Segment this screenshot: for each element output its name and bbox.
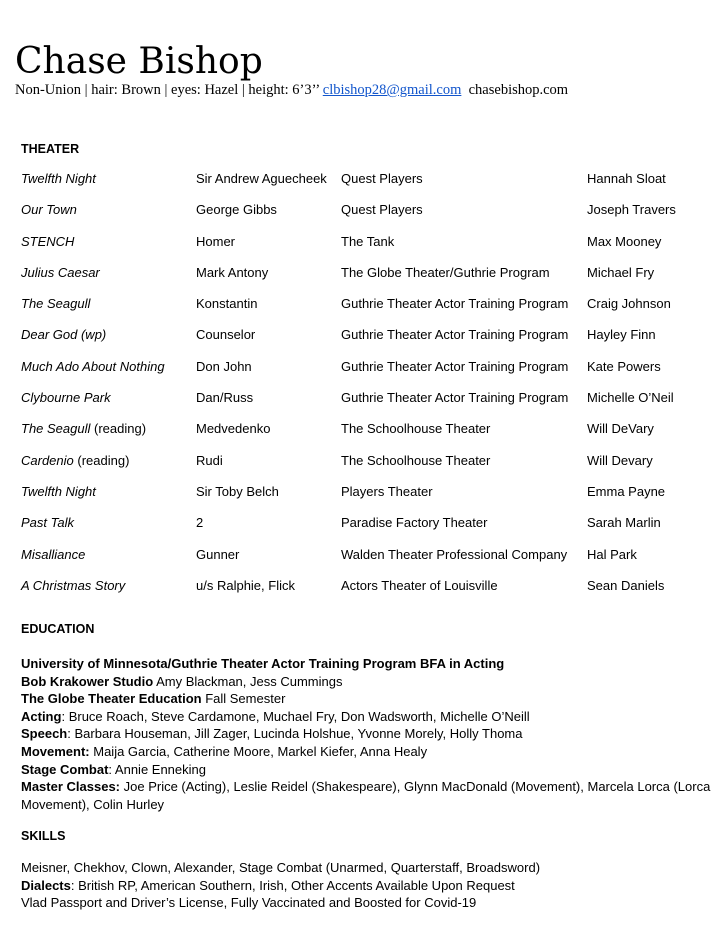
- credit-show: [21, 477, 196, 508]
- credit-role: Sir Toby Belch: [196, 483, 279, 499]
- credit-theater: Walden Theater Professional Company: [341, 546, 568, 562]
- credit-show-title: Julius Caesar: [21, 264, 100, 280]
- credit-row: [21, 289, 707, 320]
- credit-show-title: Past Talk: [21, 515, 74, 531]
- education-line-text: Annie Enneking: [114, 761, 206, 777]
- credit-director: Hal Park: [587, 546, 637, 562]
- actor-name: Chase Bishop: [15, 41, 263, 82]
- credit-show-title: Twelfth Night: [21, 171, 96, 186]
- education-line-label: Speech: [21, 726, 68, 742]
- credit-role: Medvedenko: [196, 421, 271, 437]
- credit-role: Gunner: [196, 546, 240, 562]
- credit-row: [21, 414, 707, 445]
- credit-show-title: Clybourne Park: [21, 390, 111, 406]
- credit-director: Joseph Travers: [587, 202, 676, 218]
- credit-show-title: STENCH: [21, 233, 75, 249]
- credit-show: [21, 320, 196, 351]
- credit-row: [21, 383, 707, 414]
- credit-theater: The Tank: [341, 233, 395, 249]
- credit-show: [21, 164, 196, 195]
- education-line-label: Acting: [21, 708, 62, 724]
- credit-show: [21, 352, 196, 383]
- skills-section: [21, 859, 711, 912]
- credit-row: [21, 571, 707, 602]
- credit-director: Will Devary: [587, 452, 653, 468]
- credit-director: Michael Fry: [587, 264, 655, 280]
- credit-director: Max Mooney: [587, 233, 662, 249]
- credit-row: [21, 508, 707, 539]
- credit-show: [21, 258, 196, 289]
- credit-director: Kate Powers: [587, 358, 661, 374]
- credit-theater: Guthrie Theater Actor Training Program: [341, 390, 569, 406]
- credit-row: [21, 227, 707, 258]
- email-link[interactable]: clbishop28@gmail.com: [322, 82, 462, 98]
- credit-theater: Guthrie Theater Actor Training Program: [341, 296, 569, 312]
- education-line-text: Barbara Houseman, Jill Zager, Lucinda Holshue, Yvonne Morely, Holly Thoma: [74, 726, 523, 742]
- credit-show-title: Our Town: [21, 202, 77, 218]
- credit-role: Dan/Russ: [196, 390, 254, 406]
- credit-director: Hannah Sloat: [587, 171, 666, 186]
- credit-show: [21, 508, 196, 539]
- credit-show-note: (reading): [73, 452, 130, 468]
- credit-show-title: The Seagull: [21, 296, 91, 312]
- education-line: Speech: Barbara Houseman, Jill Zager, Lucinda Holshue, Yvonne Morely, Holly Thoma: [21, 726, 523, 742]
- credit-role: Homer: [196, 233, 236, 249]
- credit-theater: Players Theater: [341, 483, 433, 499]
- credit-show-title: Twelfth Night: [21, 483, 96, 499]
- credit-theater: Guthrie Theater Actor Training Program: [341, 358, 569, 374]
- credit-show-title: Dear God (wp): [21, 327, 107, 343]
- credit-show: [21, 571, 196, 602]
- education-line: [21, 690, 711, 708]
- credit-theater: The Globe Theater/Guthrie Program: [341, 264, 550, 280]
- theater-credits-table: [21, 164, 707, 602]
- credit-show: [21, 195, 196, 226]
- credit-show-title: A Christmas Story: [21, 577, 126, 593]
- credit-director: Emma Payne: [587, 483, 666, 499]
- education-line: [21, 743, 711, 761]
- credit-show: [21, 289, 196, 320]
- education-line-label: Bob Krakower Studio: [21, 673, 154, 689]
- skills-line-documents: Vlad Passport and Driver’s License, Fully Vaccinated and Boosted for Covid-19: [21, 895, 477, 911]
- education-section: [21, 655, 711, 813]
- education-line-text: Amy Blackman, Jess Cummings: [156, 673, 343, 689]
- credit-role: Konstantin: [196, 296, 258, 312]
- credit-role: George Gibbs: [196, 202, 277, 218]
- credit-show-title: Much Ado About Nothing: [21, 358, 165, 374]
- credit-row: [21, 446, 707, 477]
- credit-director: Hayley Finn: [587, 327, 656, 343]
- credit-row: [21, 320, 707, 351]
- credit-theater: The Schoolhouse Theater: [341, 452, 491, 468]
- credit-show: [21, 227, 196, 258]
- education-line: [21, 673, 711, 691]
- credit-row: [21, 164, 707, 195]
- credit-row: [21, 540, 707, 571]
- education-line: Stage Combat: Annie Enneking: [21, 761, 206, 777]
- education-line-text: Bruce Roach, Steve Cardamone, Muchael Fry, Don Wadsworth, Michelle O’Neill: [68, 708, 530, 724]
- credit-theater: Actors Theater of Louisville: [341, 577, 498, 593]
- skills-heading: SKILLS: [21, 829, 66, 843]
- credit-role: Counselor: [196, 327, 256, 343]
- credit-director: Michelle O’Neil: [587, 390, 674, 406]
- skills-line-training: Meisner, Chekhov, Clown, Alexander, Stage Combat (Unarmed, Quarterstaff, Broadsword): [21, 860, 541, 875]
- stats-line: [15, 81, 568, 99]
- education-line: Acting: Bruce Roach, Steve Cardamone, Muchael Fry, Don Wadsworth, Michelle O’Neill: [21, 708, 530, 724]
- credit-role: Don John: [196, 358, 252, 374]
- education-line-label: Movement:: [21, 743, 90, 759]
- credit-director: Craig Johnson: [587, 296, 671, 312]
- credit-row: [21, 258, 707, 289]
- credit-show-note: (reading): [90, 421, 147, 437]
- education-line-text: Maija Garcia, Catherine Moore, Markel Kiefer, Anna Healy: [93, 743, 428, 759]
- education-line-label: Stage Combat: [21, 761, 109, 777]
- credit-role: 2: [196, 515, 204, 531]
- credit-show: [21, 446, 196, 477]
- stats-text: Non-Union | hair: Brown | eyes: Hazel | height: 6’3’’: [15, 82, 323, 98]
- education-line-text: Joe Price (Acting), Leslie Reidel (Shakespeare), Glynn MacDonald (Movement), Marcela Lorca (Lorca Movement), Colin Hurley: [21, 779, 711, 812]
- credit-role: Sir Andrew Aguecheek: [196, 171, 327, 186]
- credit-show-title: Cardenio: [21, 452, 74, 468]
- credit-show-title: Misalliance: [21, 546, 86, 562]
- website-text: chasebishop.com: [468, 82, 569, 98]
- credit-show-title: The Seagull: [21, 421, 91, 437]
- credit-show: [21, 540, 196, 571]
- credit-row: [21, 477, 707, 508]
- education-line-label: The Globe Theater Education: [21, 691, 202, 707]
- education-line-text: Fall Semester: [205, 691, 286, 707]
- education-line: [21, 778, 711, 813]
- education-heading: EDUCATION: [21, 622, 95, 636]
- credit-director: Will DeVary: [587, 421, 654, 437]
- credit-theater: Quest Players: [341, 171, 423, 186]
- credit-show: [21, 383, 196, 414]
- education-program: University of Minnesota/Guthrie Theater Actor Training Program BFA in Acting: [21, 656, 505, 671]
- credit-theater: The Schoolhouse Theater: [341, 421, 491, 437]
- credit-row: [21, 352, 707, 383]
- credit-role: Rudi: [196, 452, 223, 468]
- credit-role: Mark Antony: [196, 264, 269, 280]
- credit-show: [21, 414, 196, 445]
- credit-director: Sean Daniels: [587, 577, 665, 593]
- credit-director: Sarah Marlin: [587, 515, 661, 531]
- education-line-label: Master Classes:: [21, 779, 120, 795]
- credit-theater: Paradise Factory Theater: [341, 515, 488, 531]
- skills-line-dialects: Dialects: British RP, American Southern, Irish, Other Accents Available Upon Request: [21, 877, 515, 893]
- theater-heading: THEATER: [21, 142, 80, 156]
- credit-role: u/s Ralphie, Flick: [196, 577, 295, 593]
- credit-theater: Guthrie Theater Actor Training Program: [341, 327, 569, 343]
- credit-theater: Quest Players: [341, 202, 423, 218]
- credit-row: [21, 195, 707, 226]
